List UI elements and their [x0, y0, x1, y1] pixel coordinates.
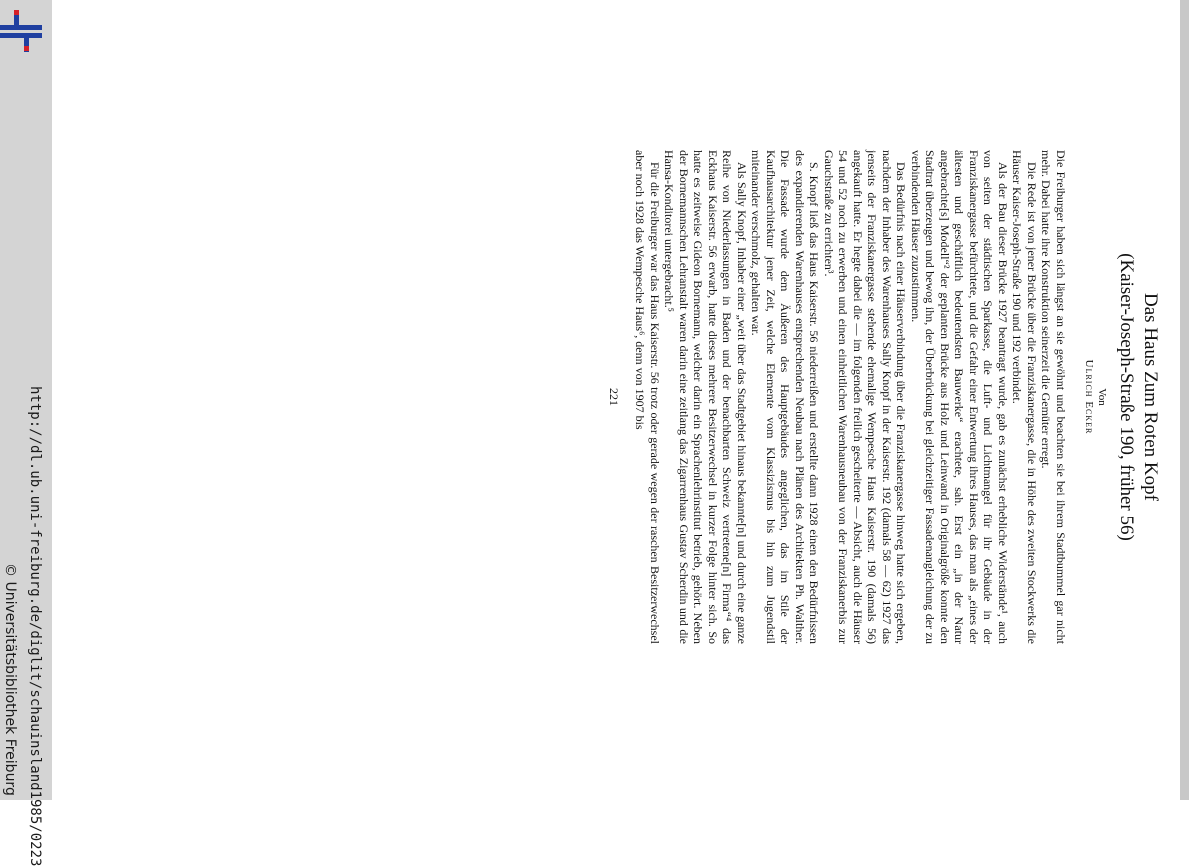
paragraph: Als der Bau dieser Brücke 1927 beantragt wurde, gab es zunächst erhebliche Widerstände¹, auch von seiten der städtischen Sparkasse, die Luft- und Lichtmangel für ihr Gebäude in der Franziskanergasse befürchtete, und die Gefahr einer Entwertung ihres Hauses, das man als „eines der ältesten und geschäftlich bedeutendsten Bauwerke“ erachtete, sah. Erst ein „in der Natur angebrachte[s] Modell“² der geplanten Brücke aus Holz und Leinwand in Originalgröße konnte den Stadtrat überzeugen und bewog ihn, der Überbrückung bei gleichzeitiger Fassadenangleichung der zu verbindenden Häuser zuzustimmen. — [909, 150, 1010, 644]
logo-red-square-bottom — [24, 46, 29, 51]
paragraph: S. Knopf ließ das Haus Kaiserstr. 56 niederreißen und erstellte dann 1928 einen den Bedürfnissen des expandierenden Warenhauses entsprechenden Neubau nach Plänen des Architekten Ph. Walther. Die Fassade wurde dem Äußeren des Hauptgebäudes angeglichen, das im Stile der Kaufhausarchitektur jener Zeit, welche Elemente vom Klassizismus bis hin zum Jugendstil miteinander verschmolz, gehalten war. — [749, 150, 822, 644]
paragraph: Das Bedürfnis nach einer Häuserverbindung über die Franziskanergasse hinweg hatte sich ergeben, nachdem der Inhaber des Warenhauses Sally Knopf in der Kaiserstr. 192 (damals 58 — 62) 1927 das jenseits der Franziskanergasse stehende ehemalige Wempesche Haus Kaiserstr. 190 (damals 56) angekauft hatte. Er hegte dabei die — im folgenden freilich gescheiterte — Absicht, auch die Häuser 54 und 52 noch zu erwerben und einen einheitlichen Warenhausneubau von der Franziskanerbis zur Gauchstraße zu errichten³. — [822, 150, 909, 644]
paragraph: Für die Freiburger war das Haus Kaiserstr. 56 trotz oder gerade wegen der raschen Besitzerwechsel aber noch 1928 das Wempesche Haus⁶, denn von 1907 bis — [633, 150, 662, 644]
article-title: Das Haus Zum Roten Kopf — [1140, 293, 1161, 501]
author-name: Ulrich Ecker — [1083, 359, 1095, 435]
page-number: 221 — [607, 388, 621, 406]
article-subtitle: (Kaiser-Joseph-Straße 190, früher 56) — [1116, 253, 1137, 541]
scrollbar[interactable] — [1180, 0, 1189, 800]
logo-bar-top — [0, 25, 42, 30]
logo-bar-bottom — [0, 33, 42, 38]
paragraph: Die Freiburger haben sich längst an sie gewöhnt und beachten sie bei ihrem Stadtbummel gar nicht mehr. Dabei hatte ihre Konstruktion seinerzeit die Gemüter erregt. — [1039, 150, 1068, 644]
university-logo-icon — [0, 8, 44, 52]
sidebar — [0, 0, 52, 866]
document-url[interactable]: http://dl.ub.uni-freiburg.de/diglit/schauinsland1985/0223 — [27, 386, 43, 866]
copyright-notice: © Universitätsbibliothek Freiburg — [2, 563, 18, 796]
paragraph: Als Sally Knopf, Inhaber einer „weit über das Stadtgebiet hinaus bekannte[n] und durch eine ganze Reihe von Niederlassungen in Baden und der benachbarten Schweiz vertretene[n] Firma“⁴ das Eckhaus Kaiserstr. 56 erwarb, hatte dieses mehrere Besitzerwechsel in kurzer Folge hinter sich. So hatte es zeitweise Gideon Bornemann, welcher darin ein Sprachenlehrinstitut betrieb, gehört. Neben der Bornemannschen Lehranstalt waren darin eine zeitlang das Zigarrenhaus Gustav Scherdin und die Hansa-Konditorei untergebracht.⁵ — [662, 150, 749, 644]
byline-von: Von — [1096, 388, 1108, 406]
paragraph: Die Rede ist von jener Brücke über die Franziskanergasse, die in Höhe des zweiten Stockwerks die Häuser Kaiser-Joseph-Straße 190 und 192 verbindet. — [1010, 150, 1039, 644]
logo-red-square-top — [14, 10, 19, 15]
scanned-page — [607, 150, 1163, 644]
